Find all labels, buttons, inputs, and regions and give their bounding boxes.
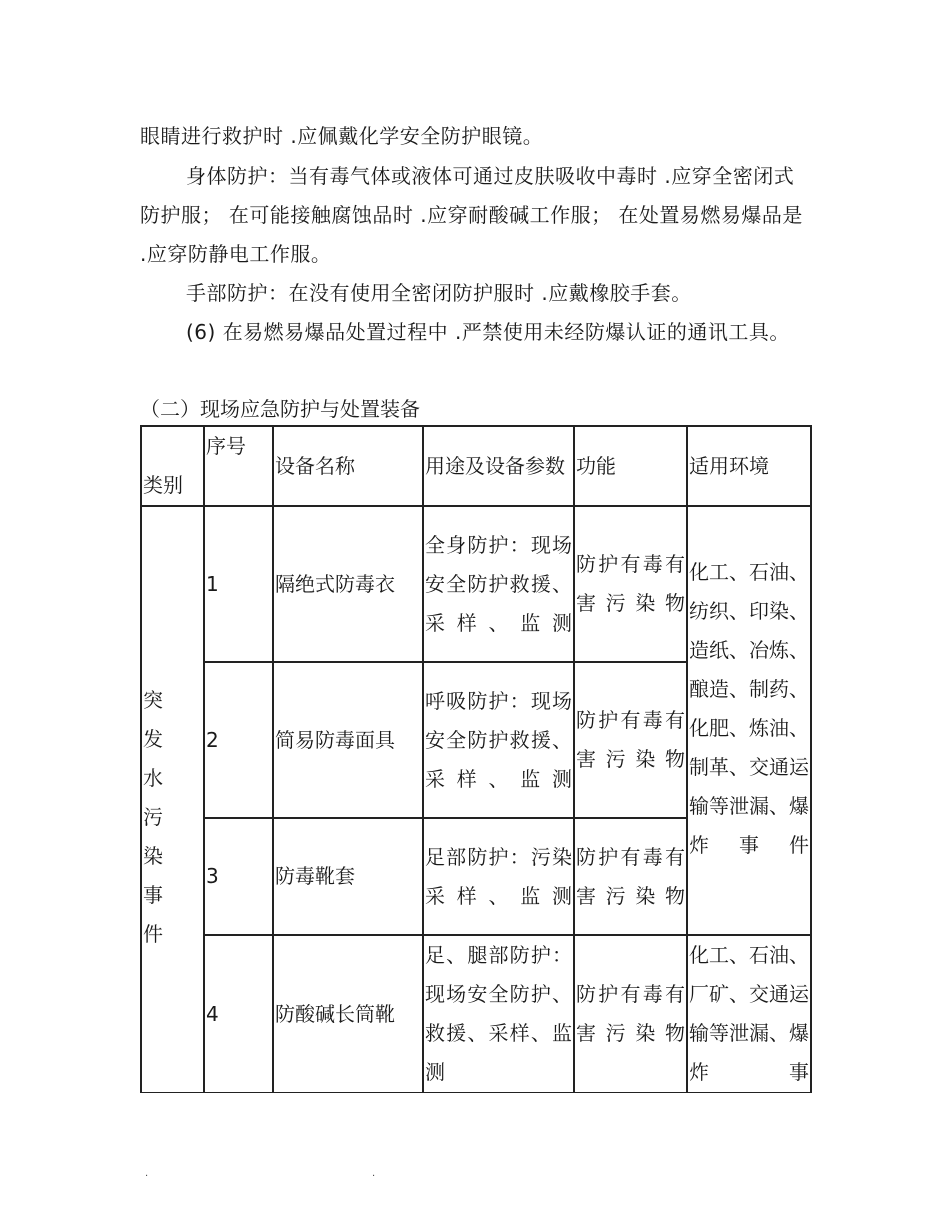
row-index: 4 [204,935,273,1093]
row-function: 防护有毒有害污染物 [574,506,687,662]
row-index: 2 [204,662,273,818]
section-title: （二）现场应急防护与处置装备 [140,397,420,421]
row-usage: 足部防护：污染采样、监测 [423,818,574,935]
header-name: 设备名称 [273,426,423,506]
header-environment: 适用环境 [687,426,811,506]
equipment-table [140,425,812,1094]
paragraph-hand-protection: 手部防护：在没有使用全密闭防护服时 .应戴橡胶手套。 [186,281,692,305]
row-function: 防护有毒有害污染物 [574,935,687,1093]
row-usage: 全身防护：现场安全防护救援、采样、监测 [423,506,574,662]
row-index: 1 [204,506,273,662]
row-name: 防酸碱长筒靴 [273,935,423,1093]
page-bottom-margin [0,1093,950,1230]
paragraph-body-protection: 身体防护：当有毒气体或液体可通过皮肤吸收中毒时 .应穿全密闭式防护服； 在可能接触腐蚀品时 .应穿耐酸碱工作服； 在处置易燃易爆品是 .应穿防静电工作服。 [140,164,803,266]
row-name: 隔绝式防毒衣 [273,506,423,662]
row-name: 简易防毒面具 [273,662,423,818]
footer-dot-right: . [372,1168,376,1179]
row-environment: 化工、石油、纺织、印染、造纸、冶炼、酿造、制药、化肥、炼油、制革、交通运输等泄漏、爆炸事件 [687,506,811,935]
category-cell: 突发水污染事件 [141,506,204,1093]
row-index: 3 [204,818,273,935]
table-row [141,506,811,662]
row-function: 防护有毒有害污染物 [574,818,687,935]
header-function: 功能 [574,426,687,506]
header-category: 类别 [141,426,204,506]
row-name: 防毒靴套 [273,818,423,935]
row-usage: 呼吸防护：现场安全防护救援、采样、监测 [423,662,574,818]
row-function: 防护有毒有害污染物 [574,662,687,818]
paragraph-eye-protection: 眼睛进行救护时 .应佩戴化学安全防护眼镜。 [140,124,544,148]
paragraph-explosion-comm: (6) 在易燃易爆品处置过程中 .严禁使用未经防爆认证的通讯工具。 [186,320,790,344]
table-header-row [141,426,811,506]
footer-dot-left: . [145,1168,149,1179]
row-usage: 足、腿部防护：现场安全防护、救援、采样、监测 [423,935,574,1093]
row-environment: 化工、石油、厂矿、交通运输等泄漏、爆炸事 [687,935,811,1093]
header-usage: 用途及设备参数 [423,426,574,506]
header-index: 序号 [204,426,273,506]
table-row [141,935,811,1093]
